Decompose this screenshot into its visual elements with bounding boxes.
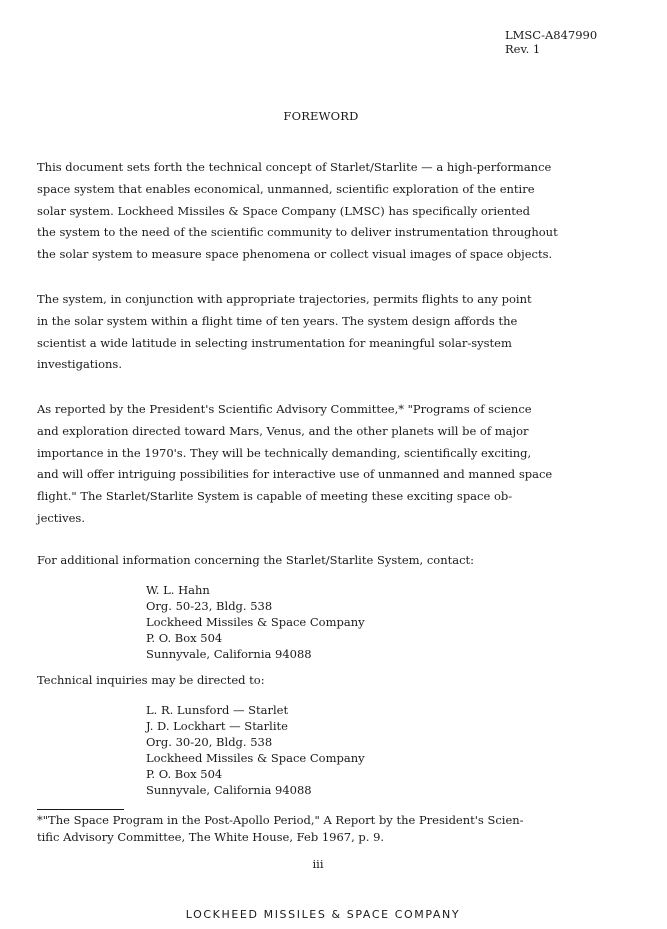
paragraph-line: This document sets forth the technical concept of Starlet/Starlite — a high-performance xyxy=(37,160,552,174)
address-line: Lockheed Missiles & Space Company xyxy=(146,751,365,765)
technical-address xyxy=(146,702,365,798)
paragraph-line: and will offer intriguing possibilities for interactive use of unmanned and manned space xyxy=(37,467,553,482)
address-line: W. L. Hahn xyxy=(146,583,210,597)
address-line: Org. 50-23, Bldg. 538 xyxy=(146,599,273,613)
footnote-divider xyxy=(37,809,124,810)
contact-intro: For additional information concerning the Starlet/Starlite System, contact: xyxy=(37,553,475,567)
paragraph-line: scientist a wide latitude in selecting instrumentation for meaningful solar-system xyxy=(37,335,512,350)
contact-address xyxy=(146,582,365,662)
paragraph-line: investigations. xyxy=(37,357,122,372)
address-line: J. D. Lockhart — Starlite xyxy=(146,719,288,733)
paragraph-committee-quote xyxy=(37,399,627,530)
address-line: Lockheed Missiles & Space Company xyxy=(146,615,365,629)
address-line: P. O. Box 504 xyxy=(146,631,223,645)
paragraph-line: jectives. xyxy=(37,510,85,525)
page-title: FOREWORD xyxy=(283,109,359,123)
technical-inquiries-intro: Technical inquiries may be directed to: xyxy=(37,673,265,687)
paragraph-line: the solar system to measure space phenomena or collect visual images of space objects. xyxy=(37,247,553,262)
document-identifier xyxy=(505,28,597,56)
address-line: Sunnyvale, California 94088 xyxy=(146,783,312,797)
paragraph-line: importance in the 1970's. They will be technically demanding, scientifically exciting, xyxy=(37,445,532,460)
paragraph-line: in the solar system within a flight time of ten years. The system design affords the xyxy=(37,313,518,328)
footnote xyxy=(37,812,524,846)
footnote-line: *"The Space Program in the Post-Apollo Period," A Report by the President's Scien- xyxy=(37,813,524,827)
company-footer: LOCKHEED MISSILES & SPACE COMPANY xyxy=(185,908,461,921)
paragraph-line: flight." The Starlet/Starlite System is capable of meeting these exciting space ob- xyxy=(37,489,513,504)
address-line: P. O. Box 504 xyxy=(146,767,223,781)
paragraph-line: and exploration directed toward Mars, Venus, and the other planets will be of major xyxy=(37,423,529,438)
address-line: Org. 30-20, Bldg. 538 xyxy=(146,735,273,749)
paragraph-line: the system to the need of the scientific community to deliver instrumentation throughout xyxy=(37,225,558,240)
paragraph-intro xyxy=(37,157,627,266)
paragraph-line: space system that enables economical, unmanned, scientific exploration of the entire xyxy=(37,181,535,196)
paragraph-system xyxy=(37,289,627,376)
paragraph-line: As reported by the President's Scientific Advisory Committee,* "Programs of science xyxy=(37,402,532,416)
footnote-line: tific Advisory Committee, The White House, Feb 1967, p. 9. xyxy=(37,830,385,844)
paragraph-line: solar system. Lockheed Missiles & Space Company (LMSC) has specifically oriented xyxy=(37,203,531,218)
address-line: Sunnyvale, California 94088 xyxy=(146,647,312,661)
page-number: iii xyxy=(312,857,324,871)
paragraph-line: The system, in conjunction with appropriate trajectories, permits flights to any point xyxy=(37,292,532,306)
document-revision: Rev. 1 xyxy=(505,42,541,56)
address-line: L. R. Lunsford — Starlet xyxy=(146,703,289,717)
document-number: LMSC-A847990 xyxy=(505,28,598,42)
